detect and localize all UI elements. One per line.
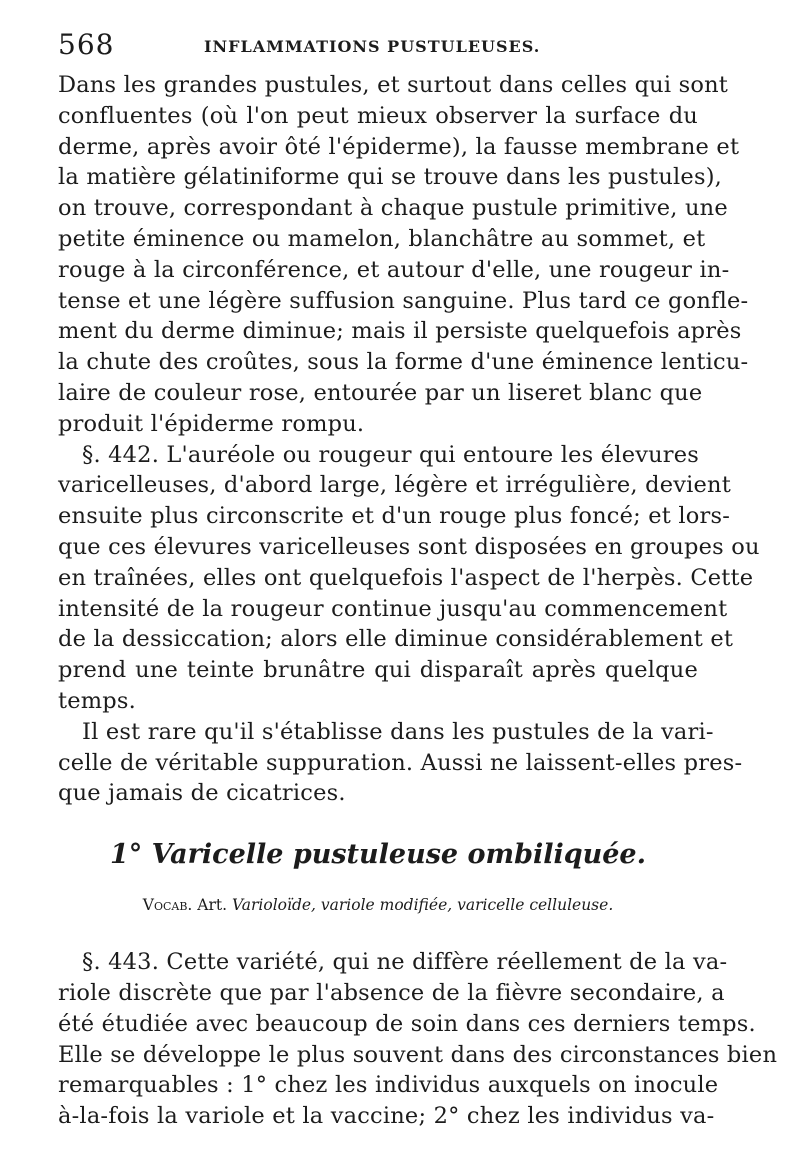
vocab-line	[58, 885, 698, 925]
vocab-abbr: Art.	[197, 896, 228, 915]
text-line: intensité de la rougeur continue jusqu'au commencement	[58, 595, 728, 622]
text-line: on trouve, correspondant à chaque pustule primitive, une	[58, 195, 728, 222]
text-line: riole discrète que par l'absence de la fièvre secondaire, a	[58, 979, 725, 1006]
text-line: derme, après avoir ôté l'épiderme), la fausse membrane et	[58, 133, 740, 160]
text-line: que ces élevures varicelleuses sont disposées en groupes ou	[58, 533, 760, 560]
text-line: petite éminence ou mamelon, blanchâtre au sommet, et	[58, 225, 706, 252]
text-line: Elle se développe le plus souvent dans des circonstances bien	[58, 1041, 778, 1068]
text-line: laire de couleur rose, entourée par un liseret blanc que	[58, 379, 703, 406]
text-line: la chute des croûtes, sous la forme d'une éminence lenticu-	[58, 349, 749, 376]
paragraph-1	[58, 70, 749, 440]
text-line: de la dessiccation; alors elle diminue considérablement et	[58, 626, 734, 653]
text-line: Dans les grandes pustules, et surtout dans celles qui sont	[58, 72, 729, 98]
text-line: la matière gélatiniforme qui se trouve dans les pustules),	[58, 164, 723, 191]
text-line: temps.	[58, 687, 136, 714]
text-line: à-la-fois la variole et la vaccine; 2° chez les individus va-	[58, 1103, 715, 1130]
text-line: Il est rare qu'il s'établisse dans les pustules de la vari-	[82, 718, 714, 745]
text-line: remarquables : 1° chez les individus auxquels on inocule	[58, 1072, 719, 1099]
page-header	[58, 28, 698, 70]
vocab-terms: Varioloïde, variole modifiée, varicelle celluleuse.	[231, 896, 614, 915]
paragraph-4	[58, 947, 778, 1132]
text-line: ensuite plus circonscrite et d'un rouge plus foncé; et lors-	[58, 503, 730, 530]
text-line: tense et une légère suffusion sanguine. Plus tard ce gonfle-	[58, 287, 749, 314]
text-line: été étudiée avec beaucoup de soin dans ces derniers temps.	[58, 1010, 756, 1037]
text-line: produit l'épiderme rompu.	[58, 410, 365, 437]
text-line: que jamais de cicatrices.	[58, 780, 346, 807]
vocab-label: Vocab.	[142, 896, 193, 915]
text-line: §. 442. L'auréole ou rougeur qui entoure les élevures	[82, 441, 700, 468]
spacer	[58, 925, 698, 947]
text-line: celle de véritable suppuration. Aussi ne laissent-elles pres-	[58, 749, 743, 776]
paragraph-2	[58, 440, 760, 717]
page-number: 568	[58, 28, 115, 61]
section-title: 1° Varicelle pustuleuse ombiliquée.	[110, 839, 646, 871]
text-line: prend une teinte brunâtre qui disparaît après quelque	[58, 657, 698, 684]
book-page	[58, 28, 778, 1132]
text-line: §. 443. Cette variété, qui ne diffère réellement de la va-	[82, 949, 728, 976]
text-line: rouge à la circonférence, et autour d'elle, une rougeur in-	[58, 256, 730, 283]
text-line: varicelleuses, d'abord large, légère et irrégulière, devient	[58, 472, 731, 499]
text-line: confluentes (où l'on peut mieux observer la surface du	[58, 102, 698, 129]
text-line: ment du derme diminue; mais il persiste quelquefois après	[58, 318, 742, 345]
running-title: INFLAMMATIONS PUSTULEUSES.	[204, 37, 541, 56]
paragraph-3	[58, 717, 743, 809]
text-line: en traînées, elles ont quelquefois l'aspect de l'herpès. Cette	[58, 564, 754, 591]
